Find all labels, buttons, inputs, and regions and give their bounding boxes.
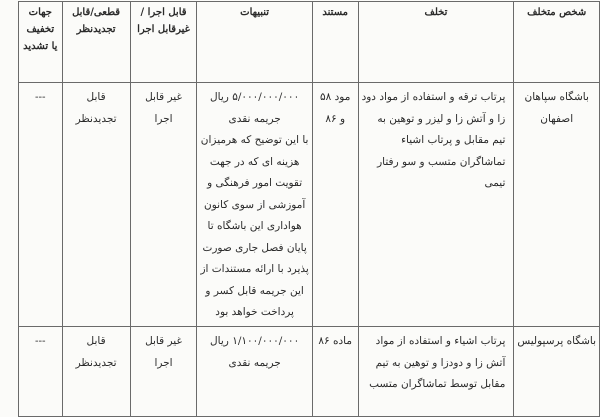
text-line: مود ۵۸ <box>320 91 351 103</box>
text-line: اجرا <box>154 112 173 125</box>
rulings-table <box>18 1 600 417</box>
text-line: قابل <box>86 335 106 347</box>
cell-final <box>62 83 130 327</box>
header-row <box>19 2 600 83</box>
text-line: و ۸۶ <box>325 112 346 125</box>
text-line: غیر قابل <box>145 91 182 103</box>
cell-violation <box>358 83 514 327</box>
text-line: تیم مقابل و پرتاب اشیاء <box>401 134 506 146</box>
text-line: تقویت امور فرهنگی و <box>207 177 303 189</box>
text-line: ۵/۰۰۰/۰۰۰/۰۰۰ ریال <box>210 91 300 103</box>
cell-basis <box>312 83 358 327</box>
table-row <box>19 83 600 327</box>
text-line: ۱/۱۰۰/۰۰۰/۰۰۰ ریال <box>210 335 300 347</box>
cell-basis <box>312 327 358 417</box>
text-line: اصفهان <box>540 112 574 125</box>
text-line: تجدیدنظر <box>75 356 117 369</box>
text-line: باشگاه سپاهان <box>524 91 589 103</box>
cell-penalties <box>197 83 312 327</box>
text-line: پرتاب ترقه و استفاده از مواد دود <box>361 91 506 103</box>
text-line: با این توضیح که هرمیزان <box>200 134 309 146</box>
text-line: پرتاب اشیاء و استفاده از مواد <box>375 335 506 347</box>
cell-offender <box>514 327 600 417</box>
text-line: پرداخت خواهد بود <box>215 306 294 318</box>
cell-mitigation: --- <box>19 83 63 327</box>
text-line: مقابل توسط تماشاگران متسب <box>369 378 506 390</box>
text-line: قابل <box>86 91 106 103</box>
cell-enforceable <box>130 327 197 417</box>
text-line: باشگاه پرسپولیس <box>517 335 596 347</box>
text-line: این جریمه قابل کسر و <box>205 284 304 297</box>
text-line: اجرا <box>154 356 173 369</box>
text-line: زا و آتش زا و لیزر و توهین به <box>377 112 506 125</box>
table-row <box>19 327 600 417</box>
cell-violation <box>358 327 514 417</box>
text-line: جریمه نقدی <box>228 112 281 125</box>
header-violation: تخلف <box>358 2 514 83</box>
cell-offender <box>514 83 600 327</box>
text-line: ماده ۸۶ <box>318 335 352 347</box>
header-mitigation: جهات تخفیف یا تشدید <box>19 2 63 83</box>
text-line: تماشاگران متسب و سو رفتار <box>377 155 506 168</box>
text-line: هواداری این باشگاه تا <box>207 220 302 232</box>
header-penalties: تنبیهات <box>197 2 312 83</box>
text-line: آتش زا و دودزا و توهین به تیم <box>375 356 506 369</box>
text-line: جریمه نقدی <box>228 356 281 369</box>
cell-final <box>62 327 130 417</box>
text-line: تیمی <box>484 177 506 189</box>
text-line: غیر قابل <box>145 335 182 347</box>
text-line: آموزشی از سوی کانون <box>203 198 306 211</box>
text-line: پذیرد با ارائه مستندات از <box>200 263 309 275</box>
cell-penalties <box>197 327 312 417</box>
header-basis: مستند <box>312 2 358 83</box>
header-offender: شخص متخلف <box>514 2 600 83</box>
text-line: هزینه ای که در جهت <box>209 155 300 168</box>
header-final: قطعی/قابل تجدیدنظر <box>62 2 130 83</box>
cell-enforceable <box>130 83 197 327</box>
text-line: تجدیدنظر <box>75 112 117 125</box>
cell-mitigation: --- <box>19 327 63 417</box>
text-line: پایان فصل جاری صورت <box>202 241 307 254</box>
header-enforceable: قابل اجرا /غیرقابل اجرا <box>130 2 197 83</box>
